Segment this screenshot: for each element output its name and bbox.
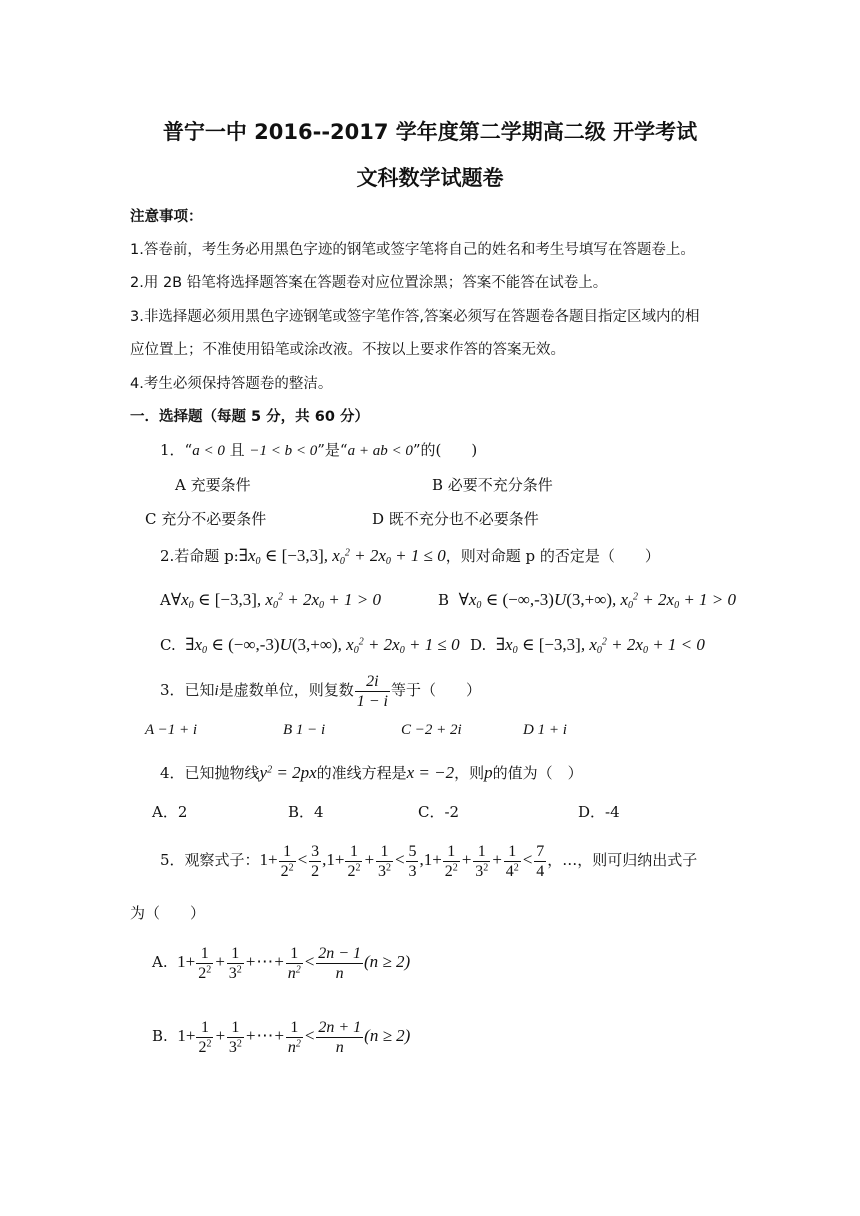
q3-i: i bbox=[214, 683, 219, 699]
q3-option-a: A −1 + i bbox=[145, 722, 198, 738]
q5-suffix: ，…，则可归纳出式子 bbox=[547, 851, 698, 869]
exam-subtitle: 文科数学试题卷 bbox=[356, 166, 504, 190]
section-heading: 一．选择题（每题 5 分，共 60 分） bbox=[130, 409, 369, 425]
q4-mid2: ，则 bbox=[454, 764, 485, 782]
q1-prefix: 1．“ bbox=[160, 441, 193, 459]
question-2-stem bbox=[160, 545, 660, 566]
notes-heading: 注意事项： bbox=[130, 209, 203, 225]
note-item-4: 4.考生必须保持答题卷的整洁。 bbox=[130, 376, 333, 392]
q1-option-a: A 充要条件 bbox=[175, 476, 251, 494]
question-3-stem bbox=[160, 670, 481, 711]
q4-mid: 的准线方程是 bbox=[316, 764, 407, 782]
q5-a-den: n bbox=[335, 964, 344, 982]
q5-a-label: A. bbox=[152, 953, 168, 971]
q4-suffix: 的值为（ ） bbox=[492, 764, 583, 782]
q5-b-cond: (n ≥ 2) bbox=[364, 1026, 411, 1045]
question-4-stem bbox=[160, 762, 583, 783]
q2-b-label: B bbox=[438, 591, 450, 609]
q2-suffix: ，则对命题 p 的否定是（ ） bbox=[445, 547, 660, 565]
q1-cond2: −1 < b < 0 bbox=[249, 443, 318, 459]
q5-option-b: B. 1+ $\frac{1}{2^2}$ + $\frac{1}{3^2}$ +⋯+ $\frac{1}{n^2}$ < $\frac{2n + 1}{n}$ (n ≥ 2) bbox=[152, 1018, 411, 1056]
q1-option-b: B 必要不充分条件 bbox=[432, 476, 553, 494]
q5-prefix: 5．观察式子： bbox=[160, 851, 260, 869]
q4-parabola: $y^2 = 2px$ bbox=[259, 763, 317, 782]
q1-suffix: ”的( ) bbox=[412, 441, 478, 459]
q3-option-c: C −2 + 2i bbox=[401, 722, 462, 738]
q5-a-num: 2n − 1 bbox=[318, 944, 361, 962]
q4-option-a: A．2 bbox=[152, 803, 188, 821]
exam-title: 普宁一中 2016--2017 学年度第二学期高二级 开学考试 bbox=[162, 120, 698, 144]
q5-b-den: n bbox=[335, 1038, 344, 1056]
q5-observations: 1+ $\frac{1}{2^2}$ < $\frac{3}{2}$ ,1+ $\frac{1}{2^2}$ + $\frac{1}{3^2}$ < $\frac{5}{3}$ ,1+ $\frac{1}{2^2}$ + $\frac{1}{3^2}$ + $\frac{1}{4^2}$ < $\frac{7}{4}$ bbox=[259, 842, 545, 880]
note-item-2: 2.用 2B 铅笔将选择题答案在答题卷对应位置涂黑；答案不能答在试卷上。 bbox=[130, 275, 608, 291]
q3-option-d: D 1 + i bbox=[523, 722, 567, 738]
q4-prefix: 4．已知抛物线 bbox=[160, 764, 260, 782]
q2-option-b: B $\forall x_0$ ∈ (−∞,-3)U(3,+∞), $x_0^2 + 2x_0 + 1 > 0$ bbox=[438, 590, 737, 611]
q1-option-d: D 既不充分也不必要条件 bbox=[372, 510, 539, 528]
question-1-stem bbox=[160, 439, 477, 460]
question-5-stem bbox=[160, 838, 697, 882]
q2-a-label: A bbox=[160, 591, 171, 609]
q2-option-d: D. $\exists x_0$ ∈ [−3,3], $x_0^2 + 2x_0 + 1 < 0$ bbox=[470, 635, 705, 656]
q5-line2: 为（ ） bbox=[130, 904, 206, 922]
note-item-1: 1.答卷前，考生务必用黑色字迹的钢笔或签字笔将自己的姓名和考生号填写在答题卷上。 bbox=[130, 242, 695, 258]
q5-b-num: 2n + 1 bbox=[318, 1018, 362, 1036]
q4-option-b: B．4 bbox=[288, 803, 324, 821]
note-item-3: 3.非选择题必须用黑色字迹钢笔或签字笔作答,答案必须写在答题卷各题目指定区域内的相 bbox=[130, 309, 700, 325]
q3-suffix: 等于（ ） bbox=[390, 681, 481, 699]
q3-fraction: $\frac{2i}{1 - i}$ bbox=[356, 672, 388, 710]
note-item-3-cont: 应位置上；不准使用铅笔或涂改液。不按以上要求作答的答案无效。 bbox=[130, 342, 565, 358]
q2-d-label: D. bbox=[470, 636, 487, 654]
q1-mid2: ”是“ bbox=[317, 441, 348, 459]
q1-mid1: 且 bbox=[224, 441, 250, 459]
q3-option-b: B 1 − i bbox=[283, 722, 326, 738]
q2-option-c: C. $\exists x_0$ ∈ (−∞,-3)U(3,+∞), $x_0^2 + 2x_0 + 1 \le 0$ bbox=[160, 635, 460, 656]
q2-c-label: C. bbox=[160, 636, 176, 654]
q5-b-label: B. bbox=[152, 1027, 168, 1045]
q1-option-c: C 充分不必要条件 bbox=[145, 510, 267, 528]
q2-option-a: $A\forall x_0$ ∈ [−3,3], $x_0^2 + 2x_0 + 1 > 0$ bbox=[160, 590, 381, 611]
q4-eq: x = −2 bbox=[406, 763, 455, 782]
q2-proposition: $\exists x_0$ ∈ [−3,3], $x_0^2 + 2x_0 + 1 \le 0$ bbox=[238, 546, 446, 567]
q4-option-c: C．-2 bbox=[418, 803, 460, 821]
q1-cond1: a < 0 bbox=[192, 443, 225, 459]
q4-p: p bbox=[484, 763, 493, 782]
q3-prefix: 3．已知 bbox=[160, 681, 215, 699]
q4-option-d: D．-4 bbox=[578, 803, 620, 821]
q3-mid: 是虚数单位，则复数 bbox=[218, 681, 354, 699]
q5-option-a: A. 1+ $\frac{1}{2^2}$ + $\frac{1}{3^2}$ +⋯+ $\frac{1}{n^2}$ < $\frac{2n - 1}{n}$ (n ≥ 2) bbox=[152, 944, 411, 982]
q1-cond3: a + ab < 0 bbox=[347, 443, 413, 459]
q2-prefix: 2.若命题 p: bbox=[160, 547, 239, 565]
q5-a-cond: (n ≥ 2) bbox=[363, 952, 411, 971]
